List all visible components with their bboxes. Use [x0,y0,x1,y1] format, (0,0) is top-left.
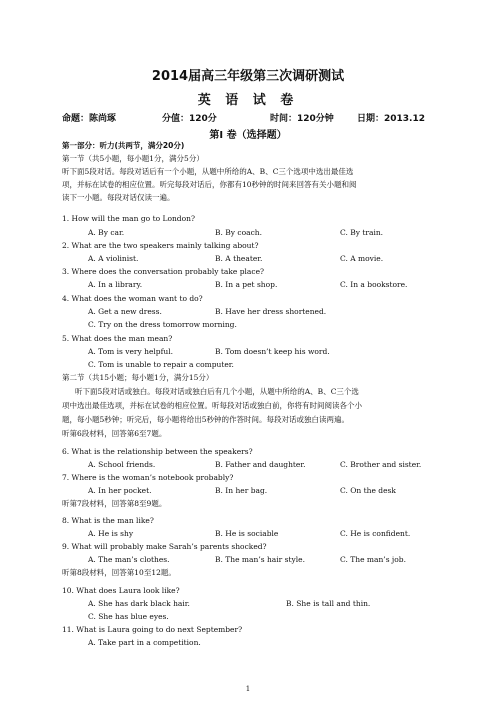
q3-option-b: B. In a pet shop. [215,280,278,289]
exam-subject: 英 语 试 卷 [197,93,299,108]
section2-instruction: 题，每小题5秒钟；听完后，每小题将给出5秒钟的作答时间。每段对话或独白读两遍。 [62,415,350,424]
question-1: 1. How will the man go to London? [62,214,195,223]
question-3: 3. Where does the conversation probably take place? [62,267,265,276]
question-10: 10. What does Laura look like? [62,586,180,595]
q10-option-c: C. She has blue eyes. [88,612,169,621]
q6-option-b: B. Father and daughter. [215,460,306,469]
question-5: 5. What does the man mean? [62,334,173,343]
question-11: 11. What is Laura going to do next September? [62,625,243,634]
time-label: 时间：120分钟 [270,114,334,124]
q8-option-b: B. He is sociable [215,529,279,538]
q5-option-c: C. Tom is unable to repair a computer. [88,360,234,369]
section1-instruction: 听下面5段对话。每段对话后有一个小题，从题中所给的A、B、C三个选项中选出最佳选 [62,167,354,176]
q4-option-b: B. Have her dress shortened. [215,307,327,316]
page-number: 1 [245,685,251,693]
section1-instruction: 项，并标在试卷的相应位置。听完每段对话后，你都有10秒钟的时间来回答有关小题和阅 [62,180,357,189]
question-7: 7. Where is the woman’s notebook probably? [62,473,234,482]
author-label: 命题：陈尚琢 [62,114,117,124]
section2-instruction: 项中选出最佳选项，并标在试卷的相应位置。听每段对话或独白前，你将有时间阅读各个小 [62,401,362,410]
section2-instruction: 听下面5段对话或独白。每段对话或独白后有几个小题，从题中所给的A、B、C三个选 [75,387,359,396]
exam-title: 2014届高三年级第三次调研测试 [151,69,345,84]
q1-option-c: C. By train. [340,228,384,237]
question-8: 8. What is the man like? [62,516,154,525]
q8-option-c: C. He is confident. [340,529,411,538]
q2-option-b: B. A theater. [215,254,263,263]
q4-option-a: A. Get a new dress. [88,307,162,316]
q4-option-c: C. Try on the dress tomorrow morning. [88,320,237,329]
question-6: 6. What is the relationship between the speakers? [62,447,253,456]
q1-option-a: A. By car. [88,228,125,237]
q1-option-b: B. By coach. [215,228,263,237]
q2-option-a: A. A violinist. [88,254,139,263]
q10-option-b: B. She is tall and thin. [286,599,371,608]
q6-option-c: C. Brother and sister. [340,460,422,469]
q2-option-c: C. A movie. [340,254,384,263]
material-6-note: 听第6段材料，回答第6至7题。 [62,429,167,438]
material-8-note: 听第8段材料，回答第10至12题。 [62,568,176,577]
q8-option-a: A. He is shy [88,529,134,538]
material-7-note: 听第7段材料，回答第8至9题。 [62,499,167,508]
q9-option-b: B. The man’s hair style. [215,555,305,564]
question-4: 4. What does the woman want to do? [62,294,203,303]
q7-option-b: B. In her bag. [215,486,268,495]
q10-option-a: A. She has dark black hair. [88,599,190,608]
q11-option-a: A. Take part in a competition. [88,638,201,647]
question-2: 2. What are the two speakers mainly talking about? [62,241,259,250]
section2-title: 第二节（共15小题；每小题1分，满分15分） [62,373,214,382]
q7-option-c: C. On the desk [340,486,396,495]
q5-option-a: A. Tom is very helpful. [88,347,173,356]
q3-option-a: A. In a library. [88,280,143,289]
section1-title: 第一节（共5小题，每小题1分，满分5分） [62,154,204,163]
part1-heading: 第一部分：听力(共两节，满分20分) [62,141,185,150]
score-label: 分值：120分 [162,114,217,124]
q7-option-a: A. In her pocket. [88,486,152,495]
q3-option-c: C. In a bookstore. [340,280,408,289]
date-label: 日期：2013.12 [357,114,425,124]
q9-option-c: C. The man’s job. [340,555,406,564]
q9-option-a: A. The man’s clothes. [88,555,170,564]
q6-option-a: A. School friends. [88,460,156,469]
section1-instruction: 读下一小题。每段对话仅读一遍。 [62,193,175,202]
volume-title: 第Ⅰ 卷（选择题） [209,130,287,141]
q5-option-b: B. Tom doesn’t keep his word. [215,347,330,356]
question-9: 9. What will probably make Sarah’s parents shocked? [62,542,267,551]
